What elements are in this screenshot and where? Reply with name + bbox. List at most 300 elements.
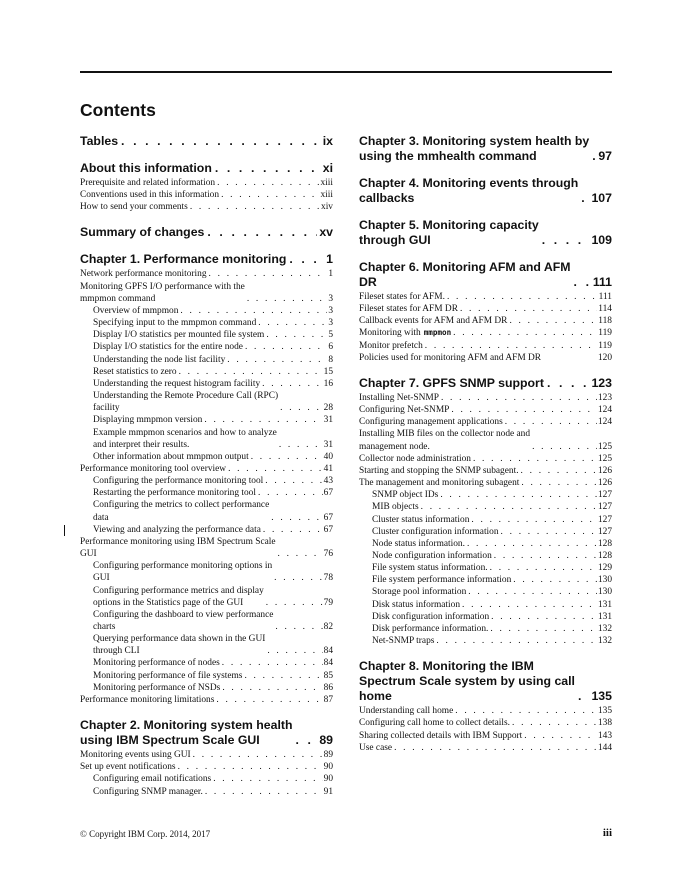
toc-entry-title: Specifying input to the mmpmon command — [93, 318, 257, 329]
toc-entry[interactable] — [80, 201, 333, 213]
toc-entry-page: 127 — [597, 490, 612, 501]
toc-entry-page: xiii — [320, 178, 333, 188]
toc-entry[interactable] — [359, 340, 612, 352]
dot-leader — [451, 404, 597, 416]
toc-entry-title: Chapter 7. GPFS SNMP support — [359, 375, 544, 390]
toc-entry-title: Installing MIB files on the collector node and management node. — [359, 429, 531, 452]
toc-entry[interactable] — [80, 560, 333, 584]
toc-entry-page: 129 — [597, 563, 612, 574]
toc-entry-page: 8 — [328, 354, 333, 365]
toc-entry[interactable] — [359, 586, 612, 598]
dot-leader — [205, 786, 323, 798]
toc-entry-title: Fileset states for AFM. — [359, 292, 445, 302]
top-rule — [80, 71, 612, 73]
toc-entry-title: Fileset states for AFM DR — [359, 304, 458, 315]
toc-entry-title: The management and monitoring subagent — [359, 478, 520, 489]
toc-entry-title: Monitoring with — [359, 328, 421, 339]
toc-entry-page: 126 — [597, 478, 612, 489]
dot-leader — [460, 303, 597, 315]
dot-leader — [394, 742, 597, 754]
dot-leader — [178, 761, 323, 773]
toc-entry[interactable] — [359, 453, 612, 465]
dot-leader — [473, 453, 597, 465]
dot-leader — [263, 524, 323, 536]
toc-entry[interactable] — [359, 550, 612, 562]
toc-entry-page: 1 — [328, 269, 333, 280]
toc-entry-title: Configuring call home to collect details. — [359, 718, 511, 729]
toc-chapter-entry[interactable] — [359, 176, 612, 206]
dot-leader — [213, 773, 322, 785]
toc-entry-title: Starting and stopping the SNMP subagent. — [359, 465, 519, 476]
toc-entry-page: 125 — [597, 441, 612, 452]
toc-entry-title: Disk configuration information — [372, 611, 490, 622]
toc-entry[interactable] — [80, 749, 333, 761]
footer-page-number: iii — [602, 827, 612, 839]
toc-entry-page: 3 — [328, 293, 333, 304]
toc-entry[interactable] — [359, 717, 612, 729]
toc-entry-page: 128 — [597, 550, 612, 561]
toc-entry-page: 15 — [323, 366, 333, 377]
toc-chapter-entry[interactable] — [359, 134, 612, 164]
toc-entry-title: Monitoring performance of NSDs — [93, 682, 221, 693]
toc-entry[interactable] — [359, 538, 612, 550]
toc-entry[interactable] — [359, 501, 612, 513]
toc-entry-page: 82 — [323, 622, 333, 632]
toc-entry[interactable] — [359, 291, 612, 303]
toc-chapter-entry[interactable] — [80, 225, 333, 240]
toc-entry[interactable] — [80, 305, 333, 317]
toc-entry[interactable] — [359, 526, 612, 538]
toc-entry[interactable] — [80, 414, 333, 426]
toc-entry-title: Performance monitoring using IBM Spectrum Scale GUI — [80, 536, 276, 560]
dot-leader — [217, 177, 319, 189]
toc-entry[interactable] — [80, 281, 333, 305]
dot-leader — [262, 378, 322, 390]
toc-entry-title: Configuring email notifications — [93, 774, 212, 785]
dot-leader — [447, 291, 598, 303]
toc-entry-title: Viewing and analyzing the performance data — [93, 524, 261, 535]
dot-leader — [221, 189, 319, 201]
dot-leader — [505, 416, 597, 428]
toc-entry-title: Chapter 6. Monitoring AFM and AFM DR — [359, 260, 571, 289]
toc-entry-page: 31 — [323, 415, 333, 426]
toc-entry[interactable] — [80, 317, 333, 329]
toc-entry-page: 126 — [597, 465, 612, 476]
toc-entry-title: Disk status information — [372, 599, 461, 610]
toc-entry[interactable] — [359, 428, 612, 452]
toc-entry-page: 31 — [323, 439, 333, 450]
toc-entry[interactable] — [80, 341, 333, 353]
toc-entry-title: Net-SNMP traps — [372, 636, 435, 647]
dot-leader — [440, 489, 597, 501]
toc-entry-page: 3 — [328, 305, 333, 316]
dot-leader — [227, 354, 327, 366]
toc-entry[interactable] — [359, 562, 612, 574]
toc-entry[interactable] — [80, 366, 333, 378]
dot-leader — [521, 477, 597, 489]
toc-entry-page: 123 — [591, 375, 612, 390]
toc-entry-title: Tables — [80, 134, 119, 148]
toc-entry[interactable] — [80, 189, 333, 201]
toc-entry[interactable] — [359, 303, 612, 315]
toc-entry-page: 131 — [597, 611, 612, 622]
toc-chapter-entry[interactable] — [359, 260, 612, 290]
toc-entry-page: 124 — [597, 417, 612, 428]
toc-entry-page: 67 — [323, 524, 333, 535]
dot-leader — [228, 463, 323, 475]
toc-entry-title: Callback events for AFM and AFM DR — [359, 316, 508, 327]
toc-entry[interactable] — [359, 404, 612, 416]
toc-entry[interactable] — [359, 352, 612, 364]
toc-entry-page: 84 — [323, 658, 333, 669]
dot-leader — [509, 315, 597, 327]
toc-entry-title: Policies used for monitoring AFM and AFM DR — [359, 352, 542, 363]
toc-entry-page: 43 — [323, 476, 333, 487]
toc-entry[interactable] — [80, 268, 333, 280]
toc-entry-page: 127 — [597, 502, 612, 513]
toc-entry[interactable] — [80, 609, 333, 633]
toc-entry-title: Node configuration information — [372, 550, 492, 561]
toc-entry-title: Conventions used in this information — [80, 190, 220, 201]
toc-entry-title: Configuring management applications — [359, 417, 503, 428]
toc-entry-page: 84 — [323, 646, 333, 657]
toc-entry-title: Configuring the metrics to collect performance data — [93, 500, 270, 523]
toc-entry[interactable] — [359, 611, 612, 623]
toc-entry[interactable] — [80, 475, 333, 487]
toc-entry-page: 89 — [319, 733, 333, 748]
toc-entry-page: 67 — [323, 512, 333, 523]
toc-entry-title: Configuring the performance monitoring tool — [93, 476, 264, 487]
toc-entry-page: 120 — [597, 352, 612, 363]
toc-entry-title: About this information — [80, 161, 212, 175]
toc-entry-page: 132 — [597, 623, 612, 634]
dot-leader — [215, 161, 321, 176]
toc-entry-page: 89 — [323, 750, 333, 761]
dot-leader — [267, 645, 322, 657]
toc-entry-page: 119 — [598, 340, 612, 351]
toc-entry[interactable] — [80, 694, 333, 706]
dot-leader — [251, 451, 323, 463]
toc-entry-page: xv — [319, 225, 333, 240]
toc-column-right — [359, 134, 612, 754]
toc-entry-page: 128 — [597, 538, 612, 549]
toc-entry-title: MIB objects — [372, 502, 419, 513]
toc-entry-command: mmpmon — [423, 328, 452, 338]
toc-entry-page: 40 — [323, 451, 333, 462]
toc-entry-page: 130 — [597, 587, 612, 598]
toc-entry-page: 109 — [591, 233, 612, 247]
toc-entry-title: Sharing collected details with IBM Support — [359, 730, 523, 741]
dot-leader — [121, 134, 321, 149]
toc-chapter-entry[interactable] — [359, 659, 612, 704]
toc-entry-title: Restarting the performance monitoring tool — [93, 488, 256, 499]
toc-entry[interactable] — [359, 315, 612, 327]
toc-entry-page: 16 — [323, 378, 333, 389]
toc-entry[interactable] — [80, 487, 333, 499]
toc-entry[interactable] — [80, 536, 333, 560]
toc-entry[interactable] — [80, 633, 333, 657]
toc-entry[interactable] — [80, 329, 333, 341]
toc-chapter-entry[interactable] — [80, 161, 333, 176]
toc-entry-page: 3 — [328, 318, 333, 329]
dot-leader — [275, 621, 322, 633]
toc-entry-page: 123 — [597, 392, 612, 403]
toc-entry-title: Display I/O statistics for the entire node — [93, 342, 243, 353]
toc-entry-title: Set up event notifications — [80, 762, 176, 773]
toc-entry-title: Configuring Net-SNMP — [359, 405, 450, 416]
dot-leader — [501, 526, 597, 538]
dot-leader — [180, 305, 327, 317]
toc-entry-title: Chapter 5. Monitoring capacity through GUI — [359, 218, 539, 247]
toc-entry[interactable] — [80, 682, 333, 694]
toc-entry-page: 91 — [323, 786, 333, 797]
dot-leader — [296, 733, 318, 748]
toc-entry-title: Use case — [359, 742, 393, 753]
toc-entry-title: Collector node administration — [359, 453, 471, 464]
dot-leader — [266, 597, 323, 609]
dot-leader — [494, 550, 597, 562]
dot-leader — [490, 562, 597, 574]
dot-leader — [244, 670, 322, 682]
toc-entry-title: Monitoring GPFS I/O performance with the mmpmon command — [80, 281, 245, 304]
toc-entry-title: Displaying mmpmon version — [93, 415, 203, 426]
toc-entry[interactable] — [359, 465, 612, 477]
toc-chapter-entry[interactable] — [80, 718, 333, 748]
toc-entry-page: xiii — [320, 190, 333, 201]
toc-entry-page: 111 — [592, 275, 612, 289]
dot-leader — [204, 414, 322, 426]
dot-leader — [222, 682, 322, 694]
toc-entry-title: Installing Net-SNMP — [359, 392, 439, 403]
dot-leader — [279, 439, 323, 451]
page-title: Contents — [80, 100, 156, 120]
dot-leader — [222, 657, 323, 669]
dot-leader — [258, 317, 327, 329]
toc-entry[interactable] — [80, 773, 333, 785]
dot-leader — [455, 705, 597, 717]
toc-entry[interactable] — [80, 499, 333, 523]
toc-entry-title: Display I/O statistics per mounted file system — [93, 330, 265, 341]
toc-entry[interactable] — [80, 585, 333, 609]
toc-entry-title: Chapter 8. Monitoring the IBM Spectrum Scale system by using call home — [359, 659, 575, 704]
toc-entry-title: Chapter 2. Monitoring system health using IBM Spectrum Scale GUI — [80, 718, 293, 748]
toc-entry[interactable] — [80, 354, 333, 366]
toc-entry-title: Example mmpmon scenarios and how to analyze and interpret their results. — [93, 427, 277, 450]
toc-entry-page: xi — [322, 161, 333, 175]
toc-entry[interactable] — [359, 623, 612, 635]
toc-entry[interactable] — [359, 327, 612, 339]
toc-entry-page: 125 — [597, 453, 612, 464]
toc-entry-title: Other information about mmpmon output — [93, 451, 249, 462]
toc-entry-title: Overview of mmpmon — [93, 305, 179, 316]
toc-entry-title: Node status information. — [372, 538, 465, 549]
toc-entry[interactable] — [359, 635, 612, 647]
toc-entry-page: 111 — [598, 292, 612, 302]
toc-entry-page: 97 — [598, 149, 612, 163]
toc-entry-page: 5 — [328, 330, 333, 341]
toc-entry-page: 79 — [323, 597, 333, 608]
toc-entry-title: Understanding call home — [359, 706, 454, 717]
dot-leader — [271, 512, 322, 524]
dot-leader — [193, 749, 323, 761]
dot-leader — [521, 465, 597, 477]
toc-entry[interactable] — [359, 514, 612, 526]
toc-entry[interactable] — [359, 574, 612, 586]
dot-leader — [190, 201, 320, 213]
toc-chapter-entry[interactable] — [359, 376, 612, 391]
toc-entry-title: Monitoring performance of file systems — [93, 670, 243, 681]
toc-entry-title: Querying performance data shown in the GUI through CLI — [93, 634, 266, 657]
toc-entry[interactable] — [359, 599, 612, 611]
toc-entry-page: 28 — [323, 403, 333, 414]
dot-leader — [453, 327, 597, 339]
toc-chapter-entry[interactable] — [80, 252, 333, 267]
toc-entry-page: 138 — [597, 718, 612, 729]
dot-leader — [532, 441, 597, 453]
toc-entry-title: File system performance information — [372, 575, 512, 586]
toc-entry-page: xiv — [321, 202, 333, 213]
toc-entry[interactable] — [359, 730, 612, 742]
dot-leader — [491, 611, 597, 623]
dot-leader — [574, 275, 591, 290]
toc-entry-title: Summary of changes — [80, 225, 205, 240]
toc-entry-page: 107 — [591, 191, 612, 205]
toc-entry-page: 1 — [326, 252, 333, 267]
toc-entry-page: 144 — [597, 742, 612, 753]
dot-leader — [274, 572, 322, 584]
dot-leader — [179, 366, 323, 378]
dot-leader — [216, 694, 322, 706]
toc-entry-page: 132 — [597, 636, 612, 647]
toc-entry-page: 86 — [323, 682, 333, 693]
toc-chapter-entry[interactable] — [359, 218, 612, 248]
toc-entry[interactable] — [359, 742, 612, 754]
toc-entry-title: Configuring SNMP manager. — [93, 786, 203, 797]
toc-entry-page: 124 — [597, 405, 612, 416]
toc-entry-page: 143 — [597, 730, 612, 741]
toc-entry-title: Monitoring events using GUI — [80, 750, 191, 761]
toc-entry-page: 6 — [328, 342, 333, 353]
toc-entry[interactable] — [359, 705, 612, 717]
toc-entry-title: Monitor prefetch — [359, 340, 423, 351]
toc-entry-title: Monitoring performance of nodes — [93, 658, 220, 669]
toc-entry-page: 131 — [597, 599, 612, 610]
toc-entry[interactable] — [80, 427, 333, 451]
toc-entry-title: Understanding the Remote Procedure Call (RPC) facility — [93, 391, 279, 414]
toc-entry-title: Chapter 1. Performance monitoring — [80, 252, 287, 267]
toc-entry[interactable] — [80, 670, 333, 682]
dot-leader — [266, 329, 327, 341]
dot-leader — [421, 501, 597, 513]
dot-leader — [425, 340, 598, 352]
toc-entry[interactable] — [359, 392, 612, 404]
toc-entry-page: 90 — [323, 762, 333, 773]
dot-leader — [592, 149, 596, 164]
toc-entry[interactable] — [359, 416, 612, 428]
dot-leader — [247, 293, 327, 305]
toc-entry-page: 135 — [597, 706, 612, 717]
change-bar — [64, 525, 65, 536]
toc-entry[interactable] — [80, 451, 333, 463]
toc-entry[interactable] — [80, 786, 333, 798]
toc-entry[interactable] — [80, 761, 333, 773]
dot-leader — [578, 689, 589, 704]
toc-entry-title: Cluster status information — [372, 514, 470, 525]
toc-column-left — [80, 134, 333, 798]
toc-entry-title: Chapter 3. Monitoring system health by using the mmhealth command — [359, 134, 590, 163]
dot-leader — [245, 341, 327, 353]
dot-leader — [289, 252, 324, 267]
toc-entry-title: Understanding the node list facility — [93, 354, 226, 365]
toc-entry-title: How to send your comments — [80, 202, 188, 213]
toc-entry-page: 119 — [598, 328, 612, 339]
toc-entry[interactable] — [80, 657, 333, 669]
toc-entry-page: 78 — [323, 573, 333, 584]
dot-leader — [209, 268, 328, 280]
dot-leader — [278, 548, 323, 560]
toc-entry-page: 127 — [597, 514, 612, 525]
toc-entry-page: 118 — [598, 316, 612, 327]
toc-entry-page: 41 — [323, 463, 333, 474]
toc-entry[interactable] — [80, 378, 333, 390]
toc-entry-page: 130 — [597, 575, 612, 586]
toc-chapter-entry[interactable] — [80, 134, 333, 149]
dot-leader — [512, 717, 597, 729]
dot-leader — [468, 586, 597, 598]
toc-entry-page: 90 — [323, 774, 333, 785]
dot-leader — [513, 574, 597, 586]
toc-entry[interactable] — [80, 524, 333, 536]
dot-leader — [471, 514, 597, 526]
footer-copyright: © Copyright IBM Corp. 2014, 2017 — [80, 829, 211, 839]
toc-entry-title: File system status information. — [372, 563, 488, 574]
dot-leader — [258, 487, 323, 499]
dot-leader — [207, 225, 317, 240]
dot-leader — [280, 402, 323, 414]
dot-leader — [265, 475, 322, 487]
toc-entry[interactable] — [80, 177, 333, 189]
dot-leader — [547, 376, 590, 391]
toc-entry-page: 67 — [323, 488, 333, 499]
toc-entry-page: 127 — [597, 526, 612, 537]
toc-entry[interactable] — [359, 489, 612, 501]
toc-entry[interactable] — [80, 390, 333, 414]
toc-entry-title: Configuring performance metrics and display options in the Statistics page of the GUI — [93, 585, 264, 608]
toc-entry-title: Chapter 4. Monitoring events through callbacks — [359, 176, 579, 205]
toc-entry-title: Configuring the dashboard to view performance charts — [93, 609, 274, 632]
toc-entry-title: Storage pool information — [372, 587, 467, 598]
toc-entry-page: 85 — [323, 670, 333, 681]
dot-leader — [436, 635, 597, 647]
dot-leader — [524, 730, 597, 742]
toc-entry-title: Cluster configuration information — [372, 526, 499, 537]
dot-leader — [441, 392, 597, 404]
toc-entry-page: 135 — [591, 689, 612, 704]
dot-leader — [467, 538, 597, 550]
toc-entry-page: 114 — [598, 304, 612, 315]
toc-entry-title: Network performance monitoring — [80, 269, 207, 280]
toc-entry[interactable] — [359, 477, 612, 489]
toc-entry[interactable] — [80, 463, 333, 475]
toc-entry-title: Understanding the request histogram facility — [93, 378, 261, 389]
dot-leader — [490, 623, 597, 635]
toc-entry-title: Performance monitoring limitations — [80, 694, 215, 705]
toc-entry-page: ix — [322, 134, 333, 148]
dot-leader — [581, 191, 589, 206]
toc-entry-title: Performance monitoring tool overview — [80, 463, 227, 474]
toc-entry-title: Reset statistics to zero — [93, 366, 177, 377]
toc-entry-title: Disk performance information. — [372, 623, 489, 634]
